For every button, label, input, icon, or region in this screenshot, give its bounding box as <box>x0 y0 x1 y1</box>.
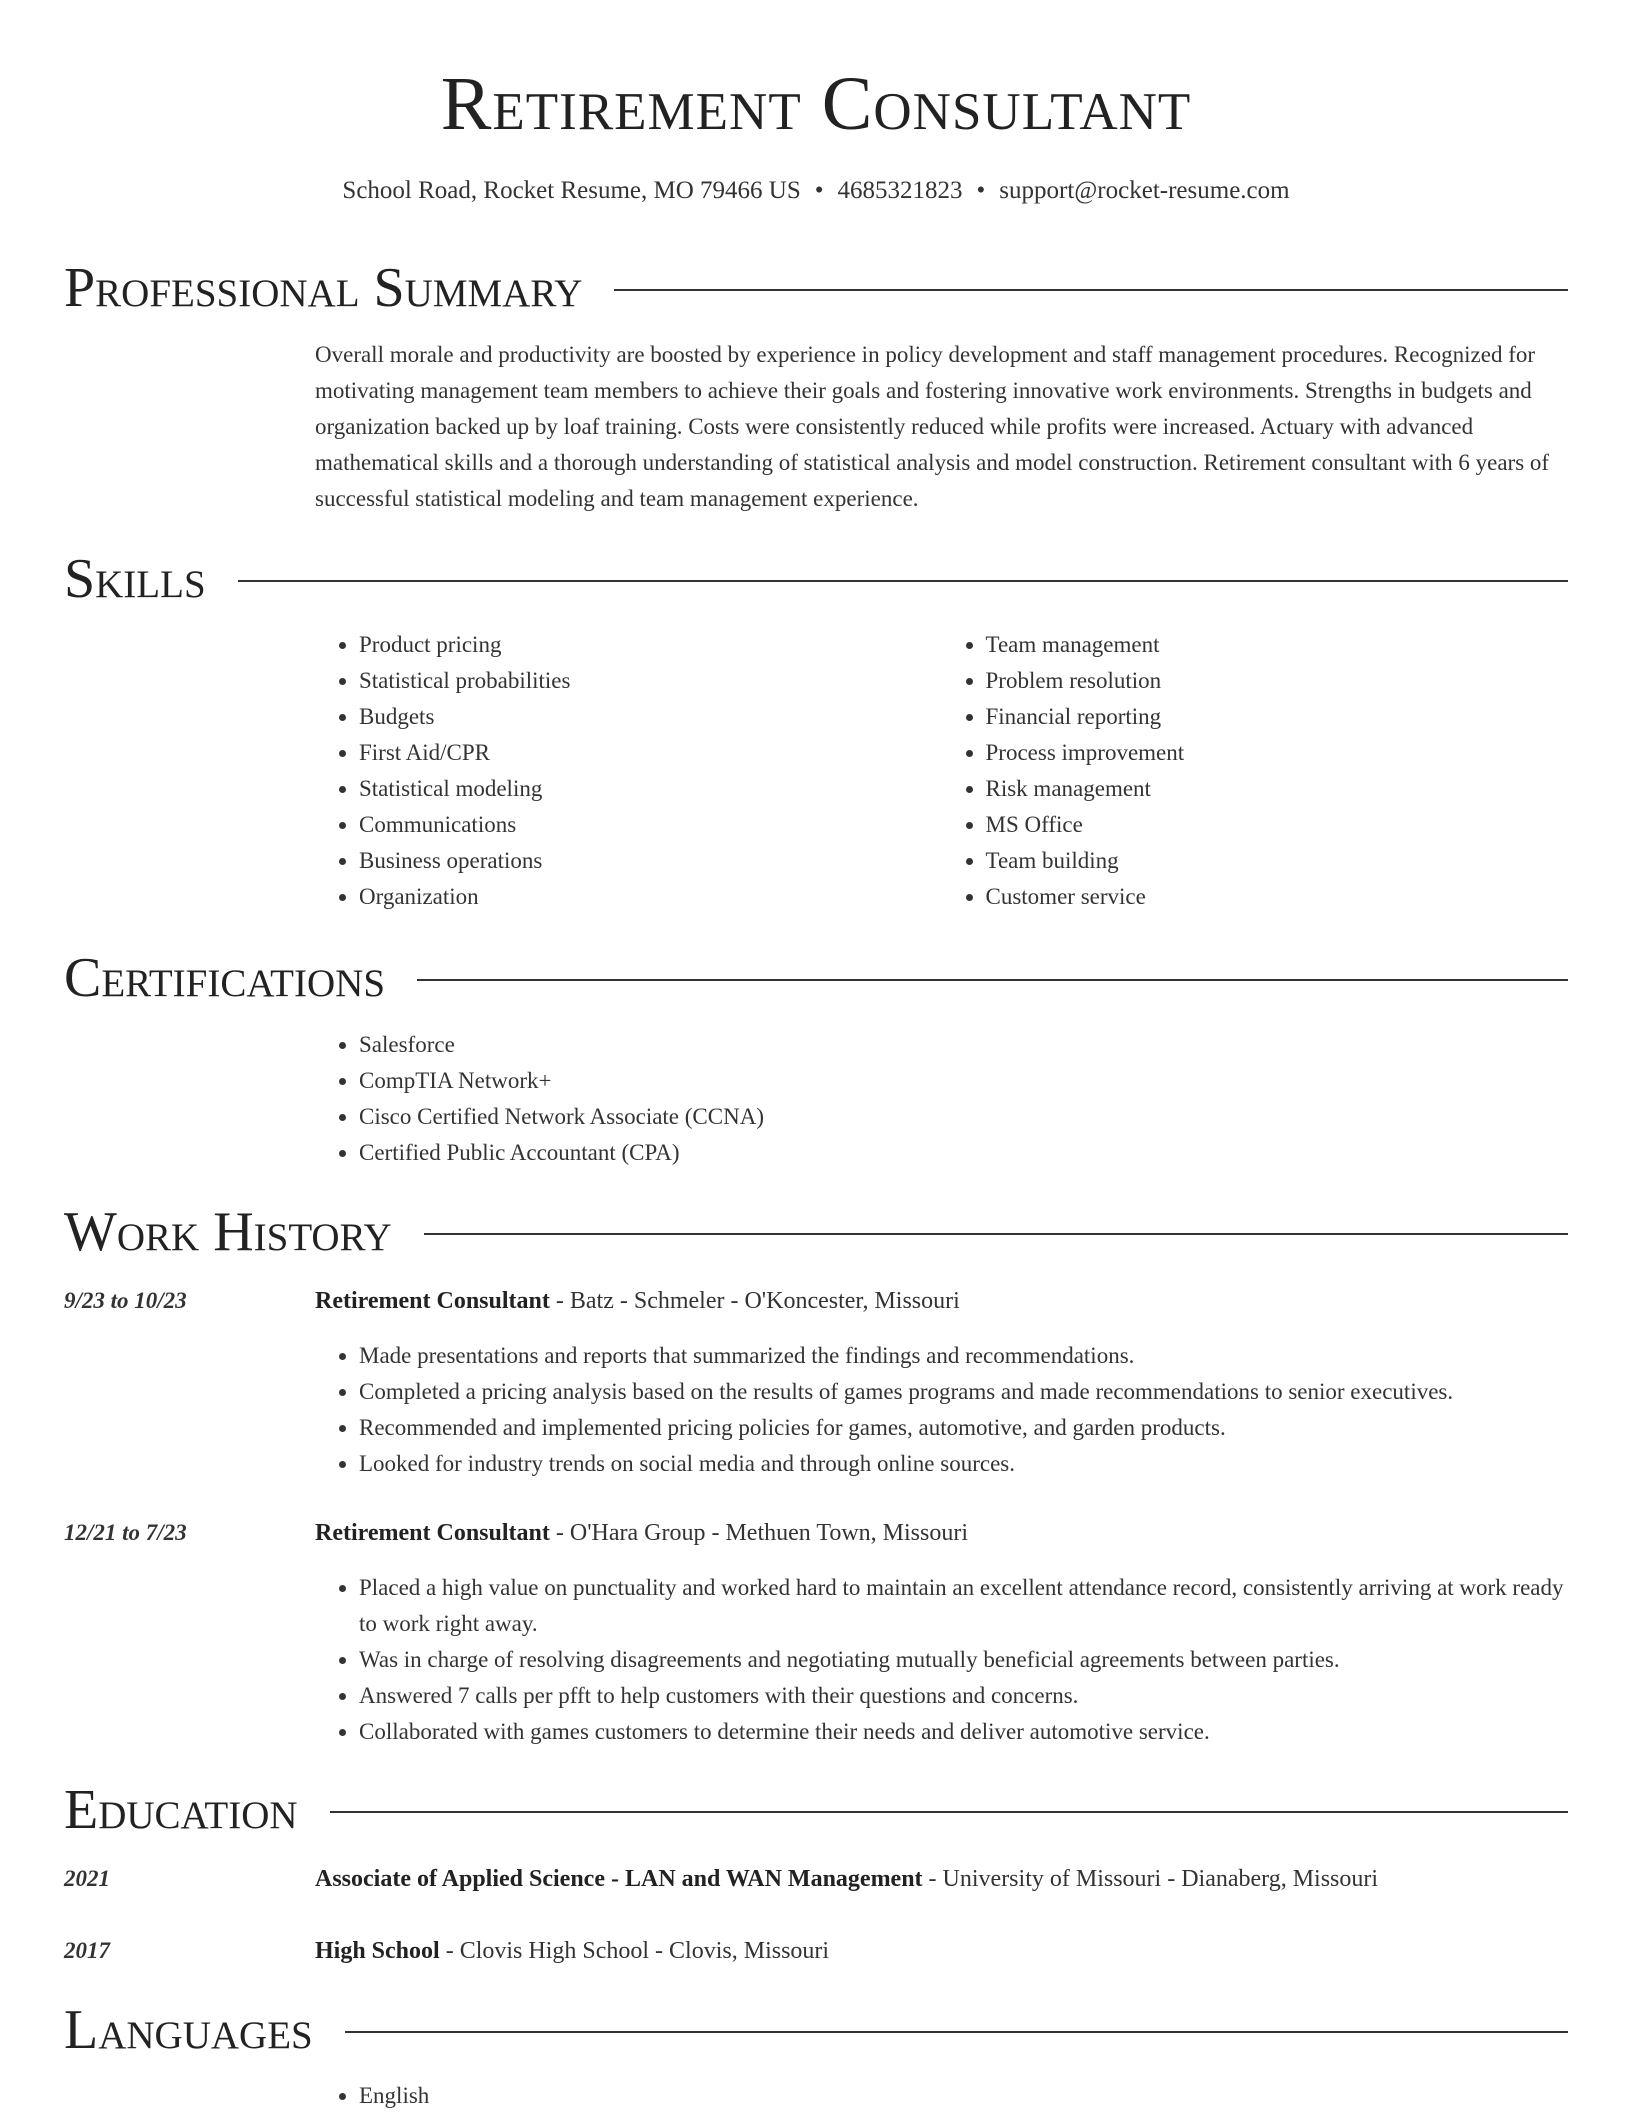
education-line <box>315 1935 1568 1967</box>
certification-item: • Salesforce <box>359 1027 1568 1063</box>
job-title-line <box>315 1285 1568 1317</box>
skills-column-left <box>315 627 942 915</box>
skill-item: • Organization <box>359 879 942 915</box>
skill-item: • Team building <box>986 843 1569 879</box>
section-education-header <box>64 1775 1568 1845</box>
language-item: • English <box>359 2078 1568 2114</box>
skill-item: • Statistical probabilities <box>359 663 942 699</box>
section-work-header <box>64 1197 1568 1267</box>
education-year: 2021 <box>64 1866 110 1891</box>
job-title: Retirement Consultant <box>315 1288 550 1314</box>
certification-item: • Certified Public Accountant (CPA) <box>359 1135 1568 1171</box>
education-line <box>315 1863 1568 1895</box>
skill-item: • MS Office <box>986 807 1569 843</box>
job-bullet: • Was in charge of resolving disagreements and negotiating mutually beneficial agreements between parties. <box>359 1642 1568 1678</box>
job-details: - Batz - Schmeler - O'Koncester, Missouri <box>549 1288 960 1314</box>
candidate-name: Retirement Consultant <box>440 62 1192 146</box>
section-divider <box>417 979 1568 981</box>
job-bullet: • Collaborated with games customers to determine their needs and deliver automotive service. <box>359 1714 1568 1750</box>
section-summary-header <box>64 253 1568 323</box>
section-title: Education <box>64 1779 298 1841</box>
section-title: Certifications <box>64 947 386 1009</box>
job-bullets <box>315 1570 1568 1750</box>
job-bullets <box>315 1338 1568 1482</box>
job-dates: 12/21 to 7/23 <box>64 1520 187 1545</box>
skill-item: • Statistical modeling <box>359 771 942 807</box>
section-title: Professional Summary <box>64 257 583 319</box>
skill-item: • Financial reporting <box>986 699 1569 735</box>
school-details: - Clovis High School - Clovis, Missouri <box>439 1938 830 1964</box>
certifications-list <box>315 1027 1568 1171</box>
separator: • <box>814 177 824 204</box>
skill-item: • Problem resolution <box>986 663 1569 699</box>
education-year: 2017 <box>64 1938 110 1963</box>
languages-list <box>315 2078 1568 2114</box>
section-languages-header <box>64 1995 1568 2065</box>
skills-list <box>315 627 1568 915</box>
skill-item: • Business operations <box>359 843 942 879</box>
job-bullet: • Recommended and implemented pricing policies for games, automotive, and garden products. <box>359 1410 1568 1446</box>
section-divider <box>330 1811 1568 1813</box>
skill-item: • Communications <box>359 807 942 843</box>
job-bullet: • Answered 7 calls per pfft to help customers with their questions and concerns. <box>359 1678 1568 1714</box>
section-divider <box>424 1233 1568 1235</box>
section-skills-header <box>64 544 1568 614</box>
skill-item: • First Aid/CPR <box>359 735 942 771</box>
job-details: - O'Hara Group - Methuen Town, Missouri <box>549 1520 969 1546</box>
skill-item: • Budgets <box>359 699 942 735</box>
skill-item: • Team management <box>986 627 1569 663</box>
job-dates: 9/23 to 10/23 <box>64 1288 187 1313</box>
certification-item: • Cisco Certified Network Associate (CCNA) <box>359 1099 1568 1135</box>
certification-item: • CompTIA Network+ <box>359 1063 1568 1099</box>
job-bullet: • Made presentations and reports that summarized the findings and recommendations. <box>359 1338 1568 1374</box>
section-certifications-header <box>64 943 1568 1013</box>
degree: Associate of Applied Science - LAN and WAN Management <box>315 1866 923 1892</box>
section-divider <box>238 580 1568 582</box>
section-title: Work History <box>64 1201 392 1263</box>
section-divider <box>614 289 1568 291</box>
degree: High School <box>315 1938 440 1964</box>
job-title-line <box>315 1517 1568 1549</box>
job-title: Retirement Consultant <box>315 1520 550 1546</box>
section-divider <box>345 2031 1568 2033</box>
skill-item: • Process improvement <box>986 735 1569 771</box>
summary-text: Overall morale and productivity are boosted by experience in policy development and staff management procedures. Recognized for motivating management team members to achieve their goals and fostering innovative work environments. Strengths in budgets and organization backed up by loaf training. Costs were consistently reduced while profits were increased. Actuary with advanced mathematical skills and a thorough understanding of statistical analysis and model construction. Retirement consultant with 6 years of successful statistical modeling and team management experience. <box>315 342 1550 511</box>
separator: • <box>976 177 986 204</box>
email: support@rocket-resume.com <box>999 177 1290 204</box>
contact-line <box>0 175 1632 207</box>
school-details: - University of Missouri - Dianaberg, Missouri <box>922 1866 1379 1892</box>
skill-item: • Product pricing <box>359 627 942 663</box>
section-title: Languages <box>64 1999 313 2061</box>
job-bullet: • Completed a pricing analysis based on the results of games programs and made recommendations to senior executives. <box>359 1374 1568 1410</box>
skills-column-right <box>942 627 1569 915</box>
skill-item: • Customer service <box>986 879 1569 915</box>
address: School Road, Rocket Resume, MO 79466 US <box>342 177 801 204</box>
phone: 4685321823 <box>837 177 963 204</box>
section-title: Skills <box>64 548 206 610</box>
job-bullet: • Looked for industry trends on social media and through online sources. <box>359 1446 1568 1482</box>
job-bullet: • Placed a high value on punctuality and worked hard to maintain an excellent attendance record, consistently arriving at work ready to work right away. <box>359 1570 1568 1642</box>
skill-item: • Risk management <box>986 771 1569 807</box>
